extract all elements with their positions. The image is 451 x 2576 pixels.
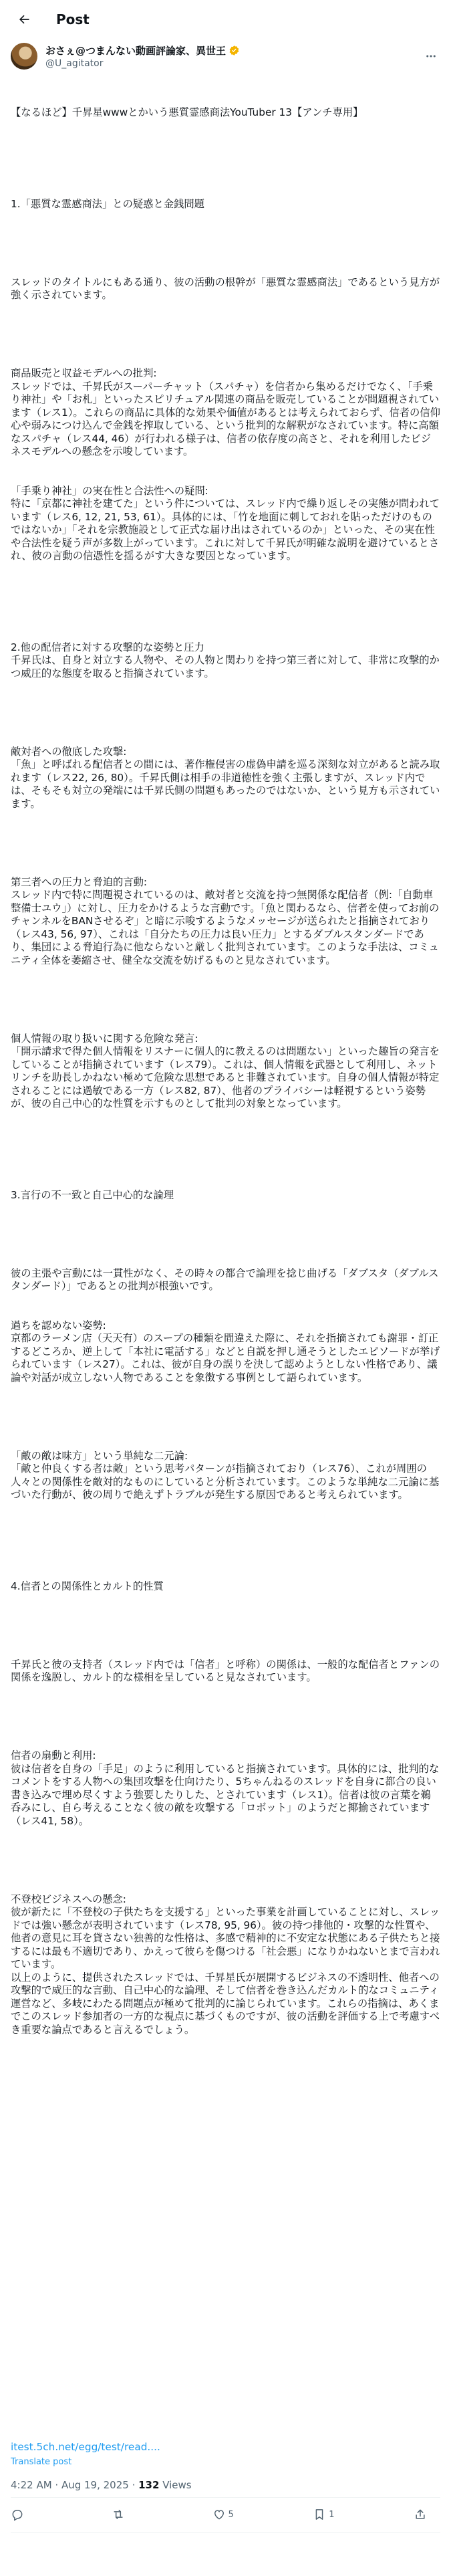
section-4-heading: 4.信者との関係性とカルト的性質 bbox=[11, 1580, 164, 1592]
bookmark-count: 1 bbox=[329, 2509, 335, 2520]
post-title: 【なるほど】千昇星wwwとかいう悪質霊感商法YouTuber 13【アンチ専用】 bbox=[11, 106, 363, 118]
bookmark-icon bbox=[313, 2508, 326, 2521]
post-meta bbox=[11, 2479, 192, 2491]
verified-badge-icon bbox=[229, 45, 240, 56]
section-1-para-3: 「手乗り神社」の実在性と合法性への疑問: 特に「京都に神社を建てた」という件については、スレッド内で繰り返しその実態が問われています（レス6, 12, 21, 53, 61）。具体的には、「竹を地面に刺しておれを貼っただけのものではないか」「それを宗教施設として正式な届け出はされているのか」といった、その実在性や合法性を疑う声が多数上がっています。これに対して千昇氏が明確な説明を避けているとされ、彼の言動の信憑性を揺るがす大きな要因となっています。 bbox=[11, 484, 440, 562]
more-options-button[interactable] bbox=[422, 47, 440, 66]
section-2-heading: 2.他の配信者に対する攻撃的な姿勢と圧力 千昇氏は、自身と対立する人物や、その人物と関わりを持つ第三者に対して、非常に攻撃的かつ威圧的な態度を取ると指摘されています。 bbox=[11, 641, 440, 679]
section-4-para-3: 不登校ビジネスへの懸念: 彼が新たに「不登校の子供たちを支援する」といった事業を計画していることに対し、スレッドでは強い懸念が表明されています（レス78, 95, 96）。彼の持つ排他的・攻撃的な性質や、他者の意見に耳を貸さない独善的な性格は、多感で精神的に不安定な状態にある子供たちと接するには最も不適切であり、かえって彼らを傷つける「社会悪」になりかねないとまで言われています。 以上のように、提供されたスレッドでは、千昇星氏が展開するビジネスの不透明性、他者への攻撃的で威圧的な言動、自己中心的な論理、そして信者を巻き込んだカルト的なコミュニティ運営など、多岐にわたる問題点が極めて批判的に論じられています。これらの指摘は、あくまでこのスレッド参加者の一方的な視点に基づくものですが、彼の活動を評価する上で考慮すべき重要な論点であると言えるでしょう。 bbox=[11, 1893, 440, 2036]
author-info bbox=[45, 43, 393, 69]
reply-button[interactable] bbox=[11, 2508, 37, 2521]
author-name[interactable]: おさぇ@つまんない動画評論家、異世王 bbox=[45, 45, 227, 57]
divider bbox=[11, 2532, 440, 2533]
author-name-row bbox=[45, 43, 393, 58]
section-2-para-3: 個人情報の取り扱いに関する危険な発言: 「開示請求で得た個人情報をリスナーに個人的に教えるのは問題ない」といった趣旨の発言をしていることが指摘されています（レス79）。これは、個人情報を武器として利用し、ネットリンチを助長しかねない極めて危険な思想であると非難されています。自身の個人情報が特定されることには過敏である一方（レス82, 87）、他者のプライバシーは軽視するという姿勢が、彼の自己中心的な性質を示すものとして批判の対象となっています。 bbox=[11, 1032, 440, 1109]
share-button[interactable] bbox=[414, 2508, 440, 2521]
back-button[interactable] bbox=[11, 6, 37, 33]
translate-post-link[interactable]: Translate post bbox=[11, 2457, 72, 2467]
section-3-para-3: 「敵の敵は味方」という単純な二元論: 「敵と仲良くする者は敵」という思考パターンが指摘されており（レス76）、これが周囲の人々との関係性を敵対的なものにしていると分析されています。このような単純な二元論に基づいた行動が、彼の周りで絶えずトラブルが発生する原因であると考えられています。 bbox=[11, 1449, 440, 1501]
section-3-heading: 3.言行の不一致と自己中心的な論理 bbox=[11, 1188, 174, 1201]
post-body bbox=[11, 80, 440, 2050]
divider bbox=[11, 2497, 440, 2498]
more-icon bbox=[425, 50, 437, 62]
heart-icon bbox=[212, 2508, 226, 2521]
section-2-para-1: 敵対者への徹底した攻撃: 「魚」と呼ばれる配信者との間には、著作権侵害の虚偽申請を巡る深刻な対立があると読み取れます（レス22, 26, 80）。千昇氏側は相手の非道徳性を強く主張しますが、スレッド内では、そもそも対立の発端には千昇氏側の問題もあったのではないか、という見方も示されています。 bbox=[11, 745, 440, 810]
arrow-left-icon bbox=[17, 13, 31, 26]
repost-button[interactable] bbox=[112, 2508, 138, 2521]
author-handle[interactable]: @U_agitator bbox=[45, 58, 104, 69]
section-4-para-2: 信者の扇動と利用: 彼は信者を自身の「手足」のように利用していると指摘されています。具体的には、批判的なコメントをする人物への集団攻撃を仕向けたり、5ちゃんねるのスレッドを自身に都合の良い書き込みで埋め尽くすよう強要したりした、とされています（レス1）。信者は彼の言葉を鵜呑みにし、自ら考えることなく彼の敵を攻撃する「ロボット」のようだと揶揄されています（レス41, 58）。 bbox=[11, 1749, 440, 1827]
section-1-para-2: 商品販売と収益モデルへの批判: スレッドでは、千昇氏がスーパーチャット（スパチャ）を信者から集めるだけでなく、「手乗り神社」や「お札」といったスピリチュアル関連の商品を販売していることが問題視されています（レス1）。これらの商品に具体的な効果や価値があるとは考えられておらず、信者の信仰心や弱みにつけ込んで金銭を搾取している、という批判的な解釈がなされています。特に高額なスパチャ（レス44, 46）が行われる様子は、信者の依存度の高さと、それを利用したビジネスモデルへの懸念を示唆しています。 bbox=[11, 367, 440, 457]
section-2-para-2: 第三者への圧力と脅迫的言動: スレッド内で特に問題視されているのは、敵対者と交流を持つ無関係な配信者（例:「自動車整備士ユウ」）に対し、圧力をかけるような言動です。「魚と関わるなら、信者を使ってお前のチャンネルをBANさせるぞ」と暗に示唆するようなメッセージが送られたと指摘されており（レス43, 56, 97）、これは「自分たちの圧力は良い圧力」とするダブルスタンダードであり、集団による脅迫行為に他ならないと厳しく批判されています。このような手法は、コミュニティ全体を萎縮させ、健全な交流を妨げるものと見なされています。 bbox=[11, 875, 440, 966]
thread-link[interactable]: itest.5ch.net/egg/test/read.... bbox=[11, 2441, 160, 2453]
reply-icon bbox=[11, 2508, 24, 2521]
share-icon bbox=[414, 2508, 427, 2521]
section-4-para-1: 千昇氏と彼の支持者（スレッド内では「信者」と呼称）の関係は、一般的な配信者とファンの関係を逸脱し、カルト的な様相を呈していると見なされています。 bbox=[11, 1658, 440, 1683]
page-title: Post bbox=[56, 11, 90, 27]
section-1-para-1: スレッドのタイトルにもある通り、彼の活動の根幹が「悪質な霊感商法」であるという見方が強く示されています。 bbox=[11, 276, 440, 301]
section-3-para-2: 過ちを認めない姿勢: 京都のラーメン店（天天有）のスープの種類を間違えた際に、それを指摘されても謝罪・訂正するどころか、逆上して「本社に電話する」などと自説を押し通そうとしたエピソードが挙げられています（レス27）。これは、彼が自身の誤りを決して認めようとしない性格であり、議論や対話が成立しない人物であることを象徴する事例として語られています。 bbox=[11, 1319, 440, 1384]
action-bar bbox=[11, 2501, 440, 2528]
like-button[interactable] bbox=[212, 2508, 239, 2521]
bookmark-button[interactable] bbox=[313, 2508, 339, 2521]
post-timestamp[interactable]: 4:22 AM · Aug 19, 2025 · bbox=[11, 2479, 139, 2491]
repost-icon bbox=[112, 2508, 125, 2521]
views-label: Views bbox=[159, 2479, 192, 2491]
post-author bbox=[11, 41, 440, 71]
view-count: 132 bbox=[138, 2479, 160, 2491]
avatar[interactable] bbox=[11, 43, 37, 70]
like-count: 5 bbox=[228, 2509, 234, 2520]
section-1-heading: 1.「悪質な霊感商法」との疑惑と金銭問題 bbox=[11, 197, 204, 210]
top-bar bbox=[0, 0, 451, 39]
section-3-para-1: 彼の主張や言動には一貫性がなく、その時々の都合で論理を捻じ曲げる「ダブスタ（ダブルスタンダード）」であるとの批判が根強いです。 bbox=[11, 1267, 439, 1292]
